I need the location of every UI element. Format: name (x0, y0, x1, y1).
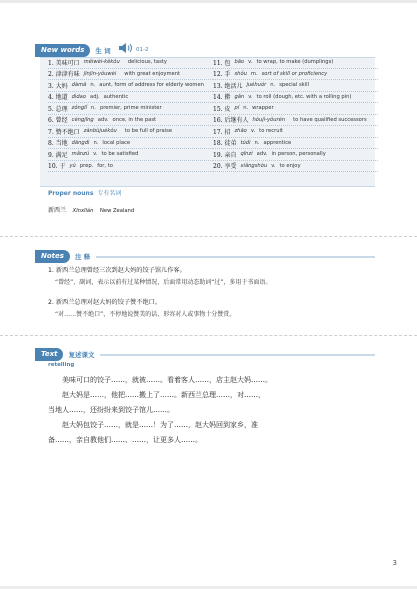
vocab-hanzi: 3. 大妈 (48, 82, 68, 90)
retell-line-5: 备……，亲自教他们……、……，让更多人……。 (48, 436, 202, 444)
section-divider (0, 335, 417, 336)
vocab-row (48, 161, 213, 173)
proper-noun-pinyin: Xīnxīlán (72, 208, 94, 214)
retell-line-2: 赵大妈是……，他把……搬上了……。新西兰总理……，对……， (62, 391, 265, 399)
notes-header-rule (96, 256, 375, 258)
vocab-part-of-speech: v. (248, 59, 253, 66)
note-2-explanation: “对……赞不绝口”，不停地说赞美的话，形容对人或事物十分赞赏。 (55, 311, 236, 318)
vocab-part-of-speech: n. (243, 105, 249, 112)
vocab-hanzi: 2. 津津有味 (48, 71, 80, 79)
notes-header (35, 250, 375, 263)
vocab-pinyin: yú (69, 162, 76, 169)
vocab-hanzi: 16. 后继有人 (213, 117, 249, 125)
vocab-pinyin: zànbùjuékǒu (83, 128, 117, 135)
vocab-english: to be satisfied (101, 151, 139, 158)
new-words-tag: New words (35, 44, 90, 57)
vocab-hanzi: 20. 享受 (213, 163, 237, 171)
vocab-pinyin: qīnzì (240, 151, 253, 158)
vocab-hanzi: 1. 美味可口 (48, 59, 80, 67)
vocab-pinyin: juéhuór (246, 82, 267, 89)
vocab-part-of-speech: n. (254, 139, 260, 146)
retelling-label: retelling (48, 362, 75, 368)
vocab-part-of-speech: n. (270, 82, 276, 89)
vocab-english: in person, personally (271, 151, 326, 158)
new-words-header (35, 44, 375, 57)
audio-track-number: 01-2 (136, 47, 149, 53)
text-header-rule (100, 354, 375, 356)
vocab-row (213, 80, 378, 92)
vocab-hanzi: 17. 招 (213, 128, 231, 136)
proper-nouns-label-zh: 专有名词 (97, 190, 122, 197)
section-divider (0, 236, 417, 237)
vocab-pinyin: bāo (234, 59, 245, 66)
vocab-row (48, 149, 213, 161)
vocab-hanzi: 11. 包 (213, 59, 231, 67)
text-retelling-title: 复述课文 (68, 351, 95, 359)
vocab-pinyin: xiǎngshòu (240, 162, 268, 169)
vocab-pinyin: jīnjīn-yǒuwèi (83, 70, 117, 77)
vocab-row (213, 126, 378, 138)
vocab-pinyin: měiwèi-kěkǒu (83, 59, 120, 66)
vocab-english: once, in the past (112, 116, 157, 123)
vocab-english: to recruit (259, 128, 283, 135)
vocab-row (48, 126, 213, 138)
vocab-pinyin: shǒu (234, 70, 247, 77)
page-number: 3 (392, 559, 397, 567)
vocab-hanzi: 13. 绝活儿 (213, 82, 243, 90)
vocab-part-of-speech: prep. (79, 162, 94, 169)
retell-line-4: 赵大妈包饺子……，就是……！为了……，赵大妈回到家乡，准 (62, 421, 258, 429)
vocab-english: to have qualified successors (293, 116, 367, 123)
proper-nouns-label: Proper nouns (48, 190, 94, 197)
vocab-part-of-speech: v. (93, 151, 98, 158)
vocab-english: wrapper (252, 105, 274, 112)
vocab-hanzi: 10. 于 (48, 163, 66, 171)
vocab-hanzi: 15. 皮 (213, 105, 231, 113)
vocab-row (48, 92, 213, 104)
vocab-part-of-speech: adv. (256, 151, 268, 158)
vocab-hanzi: 19. 亲自 (213, 151, 237, 159)
vocab-english: aunt, form of address for elderly women (99, 82, 204, 89)
text-retelling-header (35, 348, 375, 361)
proper-noun-hanzi: 新西兰 (48, 207, 67, 214)
vocab-row (213, 57, 378, 69)
vocab-pinyin: hòujì-yǒurén (252, 116, 286, 123)
vocab-english: to enjoy (279, 162, 301, 169)
vocab-english: apprentice (263, 139, 292, 146)
vocab-row (48, 57, 213, 69)
vocab-hanzi: 6. 曾经 (48, 117, 68, 125)
vocab-row (213, 103, 378, 115)
vocab-row (213, 138, 378, 150)
vocab-hanzi: 12. 手 (213, 71, 231, 79)
vocab-hanzi: 7. 赞不绝口 (48, 128, 80, 136)
vocab-row (213, 92, 378, 104)
proper-noun-english: New Zealand (100, 208, 135, 214)
note-2-title: 2. 新西兰总理对赵大妈的饺子赞不绝口。 (48, 299, 162, 306)
vocabulary-column-right (213, 57, 378, 172)
proper-noun-row (48, 205, 134, 214)
vocab-part-of-speech: n. (91, 105, 96, 112)
top-rule (0, 0, 417, 3)
vocab-pinyin: túdì (240, 139, 251, 146)
note-1-title: 1. 新西兰总理曾经三次到赵大妈的饺子馆儿作客。 (48, 267, 186, 274)
new-words-title: 生 词 (95, 47, 111, 55)
vocab-pinyin: mǎnzú (71, 151, 90, 158)
vocab-row (48, 103, 213, 115)
vocab-pinyin: dìdao (71, 93, 87, 100)
vocab-hanzi: 4. 地道 (48, 94, 68, 102)
proper-nouns-heading (48, 188, 121, 197)
vocabulary-column-left (48, 57, 213, 172)
vocab-pinyin: dàmā (71, 82, 87, 89)
vocab-pinyin: zǒnglǐ (71, 105, 88, 112)
vocab-english: to wrap, to make (dumplings) (256, 59, 334, 66)
vocab-row (213, 69, 378, 81)
vocab-part-of-speech: m. (250, 70, 258, 77)
vocab-english: authentic (103, 93, 129, 100)
note-1-explanation: “曾经”，副词，表示以前有过某种情况，后面常用动态助词“过”，多用于书面语。 (55, 279, 272, 286)
vocab-part-of-speech: v. (271, 162, 276, 169)
vocab-pinyin: céngjīng (71, 116, 94, 123)
vocab-hanzi: 5. 总理 (48, 105, 68, 113)
notes-title: 注 释 (74, 253, 91, 261)
vocab-hanzi: 18. 徒弟 (213, 140, 237, 148)
vocab-part-of-speech: adj. (90, 93, 100, 100)
vocab-row (48, 138, 213, 150)
text-tag: Text (35, 348, 63, 361)
vocab-row (213, 149, 378, 161)
vocab-english: special skill (279, 82, 309, 89)
vocab-hanzi: 14. 擀 (213, 94, 231, 102)
vocab-english: to roll (dough, etc. with a rolling pin) (256, 93, 352, 100)
retell-line-3: 当地人……，还纷纷来到饺子馆儿……。 (48, 406, 174, 414)
vocab-part-of-speech: v. (248, 93, 253, 100)
vocab-part-of-speech: v. (250, 128, 256, 135)
vocab-english: to be full of praise (124, 128, 173, 135)
vocab-row (48, 69, 213, 81)
vocab-row (48, 80, 213, 92)
vocab-pinyin: pí (234, 105, 240, 112)
vocab-english: premier, prime minister (99, 105, 162, 112)
vocab-english: delicious, tasty (127, 59, 167, 66)
vocab-row (48, 115, 213, 127)
vocab-part-of-speech: n. (90, 82, 96, 89)
vocab-english: with great enjoyment (124, 70, 181, 77)
vocab-pinyin: gǎn (234, 93, 245, 100)
retell-line-1: 美味可口的饺子……，就被……。看着客人……，店主赵大妈……。 (62, 376, 272, 384)
vocab-row (213, 161, 378, 173)
vocab-english: local place (102, 139, 131, 146)
notes-tag: Notes (35, 250, 70, 263)
vocab-english: for, to (97, 162, 113, 169)
vocab-hanzi: 8. 当地 (48, 140, 68, 148)
vocab-part-of-speech: n. (93, 139, 99, 146)
vocab-pinyin: zhāo (234, 128, 247, 135)
vocab-row (213, 115, 378, 127)
vocab-hanzi: 9. 满足 (48, 151, 68, 159)
vocab-part-of-speech: adv. (97, 116, 109, 123)
vocab-english: sort of skill or proficiency (261, 70, 328, 77)
audio-speaker-icon[interactable] (118, 42, 134, 54)
vocab-pinyin: dāngdì (71, 139, 90, 146)
